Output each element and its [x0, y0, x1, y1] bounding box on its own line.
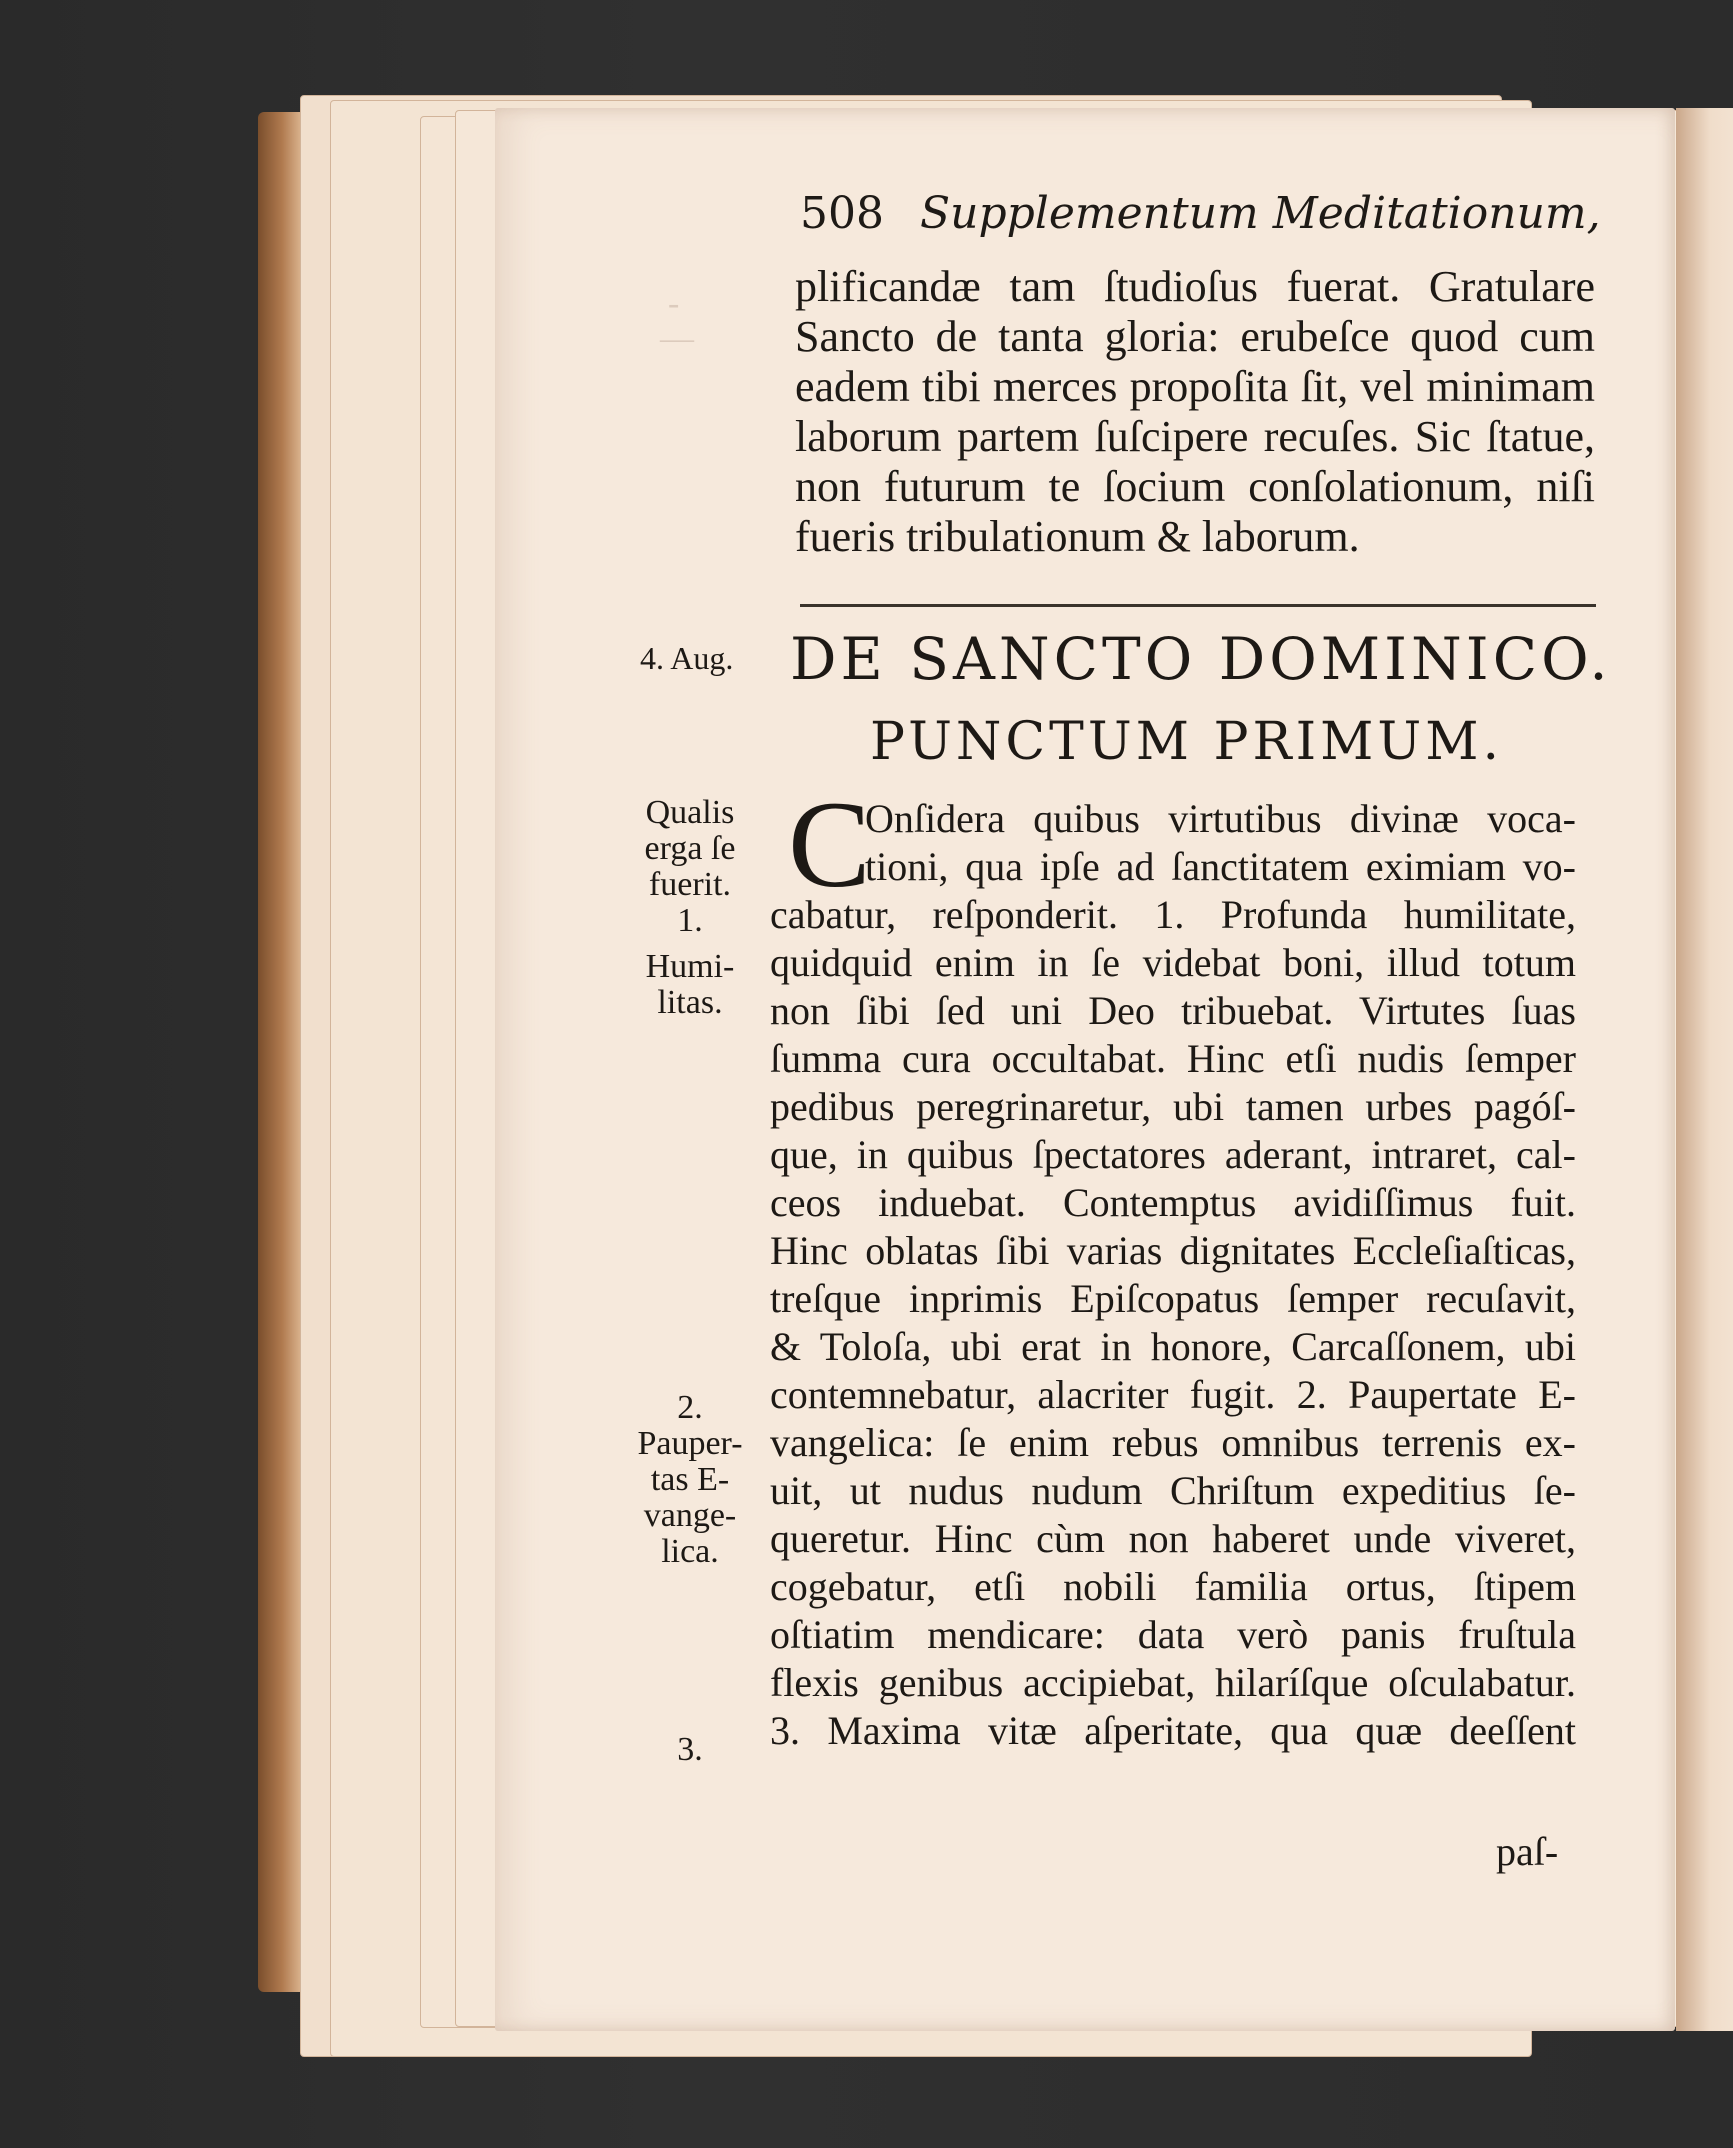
text-line: quidquid enim in ſe videbat boni, illud totum — [770, 940, 1576, 985]
text-line: oſtiatim mendicare: data verò panis fruſtula — [770, 1612, 1576, 1657]
text-line: flexis genibus accipiebat, hilaríſque oſculabatur. — [770, 1660, 1576, 1705]
catchword: paſ- — [1496, 1829, 1559, 1874]
bleed-through-text: — — [660, 320, 694, 357]
margin-line: litas. — [657, 984, 723, 1021]
text-line: eadem tibi merces propoſita ſit, vel minimam — [795, 362, 1595, 411]
text-line: cogebatur, etſi nobili familia ortus, ſtipem — [770, 1564, 1576, 1609]
text-line: non ſibi ſed uni Deo tribuebat. Virtutes ſuas — [770, 988, 1576, 1033]
text-line: uit, ut nudus nudum Chriſtum expeditius ſe- — [770, 1468, 1576, 1513]
text-line: cabatur, reſponderit. 1. Profunda humilitate, — [770, 892, 1576, 937]
top-paragraph — [795, 262, 1595, 562]
text-line: tioni, qua ipſe ad ſanctitatem eximiam vo- — [865, 844, 1576, 889]
margin-line: 3. — [677, 1731, 703, 1768]
facing-page-edge — [1676, 108, 1733, 2031]
text-line: plificandæ tam ſtudioſus fuerat. Gratulare — [795, 262, 1595, 311]
page-number: 508 — [800, 188, 884, 239]
text-line: ceos induebat. Contemptus avidiſſimus fuit. — [770, 1180, 1576, 1225]
text-line: vangelica: ſe enim rebus omnibus terrenis ex- — [770, 1420, 1576, 1465]
bleed-through-text: - — [668, 285, 680, 322]
margin-line: Humi- — [645, 948, 735, 985]
text-line: non futurum te ſocium conſolationum, niſi — [795, 462, 1595, 511]
text-line: 3. Maxima vitæ aſperitate, qua quæ deeſſent — [770, 1708, 1576, 1753]
date-label: 4. Aug. — [640, 640, 734, 676]
margin-line: Qualis — [645, 794, 735, 831]
margin-line: Pauper- — [637, 1425, 743, 1462]
text-line: treſque inprimis Epiſcopatus ſemper recuſavit, — [770, 1276, 1576, 1321]
drop-cap: C — [788, 776, 871, 913]
section-divider — [800, 604, 1596, 607]
margin-line: vange- — [643, 1497, 737, 1534]
margin-note-poverty — [620, 1390, 760, 1570]
text-line: ſumma cura occultabat. Hinc etſi nudis ſemper — [770, 1036, 1576, 1081]
margin-line: erga ſe — [644, 830, 736, 867]
margin-line: 2. — [677, 1389, 703, 1426]
margin-line: lica. — [661, 1533, 719, 1570]
section-subtitle: PUNCTUM PRIMUM. — [870, 712, 1503, 772]
margin-note-three — [620, 1732, 760, 1768]
text-line: que, in quibus ſpectatores aderant, intraret, cal- — [770, 1132, 1576, 1177]
main-text — [770, 776, 1576, 1755]
running-title: Supplementum Meditationum, — [919, 188, 1601, 239]
section-title: DE SANCTO DOMINICO. — [790, 625, 1612, 693]
margin-note-humility — [620, 795, 760, 1021]
text-line: Hinc oblatas ſibi varias dignitates Eccleſiaſticas, — [770, 1228, 1576, 1273]
margin-line: tas E- — [650, 1461, 730, 1498]
text-line: contemnebatur, alacriter fugit. 2. Paupertate E- — [770, 1372, 1576, 1417]
text-line: fueris tribulationum & laborum. — [795, 512, 1360, 561]
text-line: & Toloſa, ubi erat in honore, Carcaſſonem, ubi — [770, 1324, 1576, 1369]
text-line: pedibus peregrinaretur, ubi tamen urbes pagóſ- — [770, 1084, 1576, 1129]
margin-line: 1. — [677, 902, 703, 939]
running-header — [800, 188, 1600, 248]
text-line: Sancto de tanta gloria: erubeſce quod cum — [795, 312, 1595, 361]
text-line: Onſidera quibus virtutibus divinæ voca- — [865, 796, 1576, 841]
margin-line: fuerit. — [648, 866, 732, 903]
text-line: laborum partem ſuſcipere recuſes. Sic ſtatue, — [795, 412, 1595, 461]
text-line: queretur. Hinc cùm non haberet unde viveret, — [770, 1516, 1576, 1561]
